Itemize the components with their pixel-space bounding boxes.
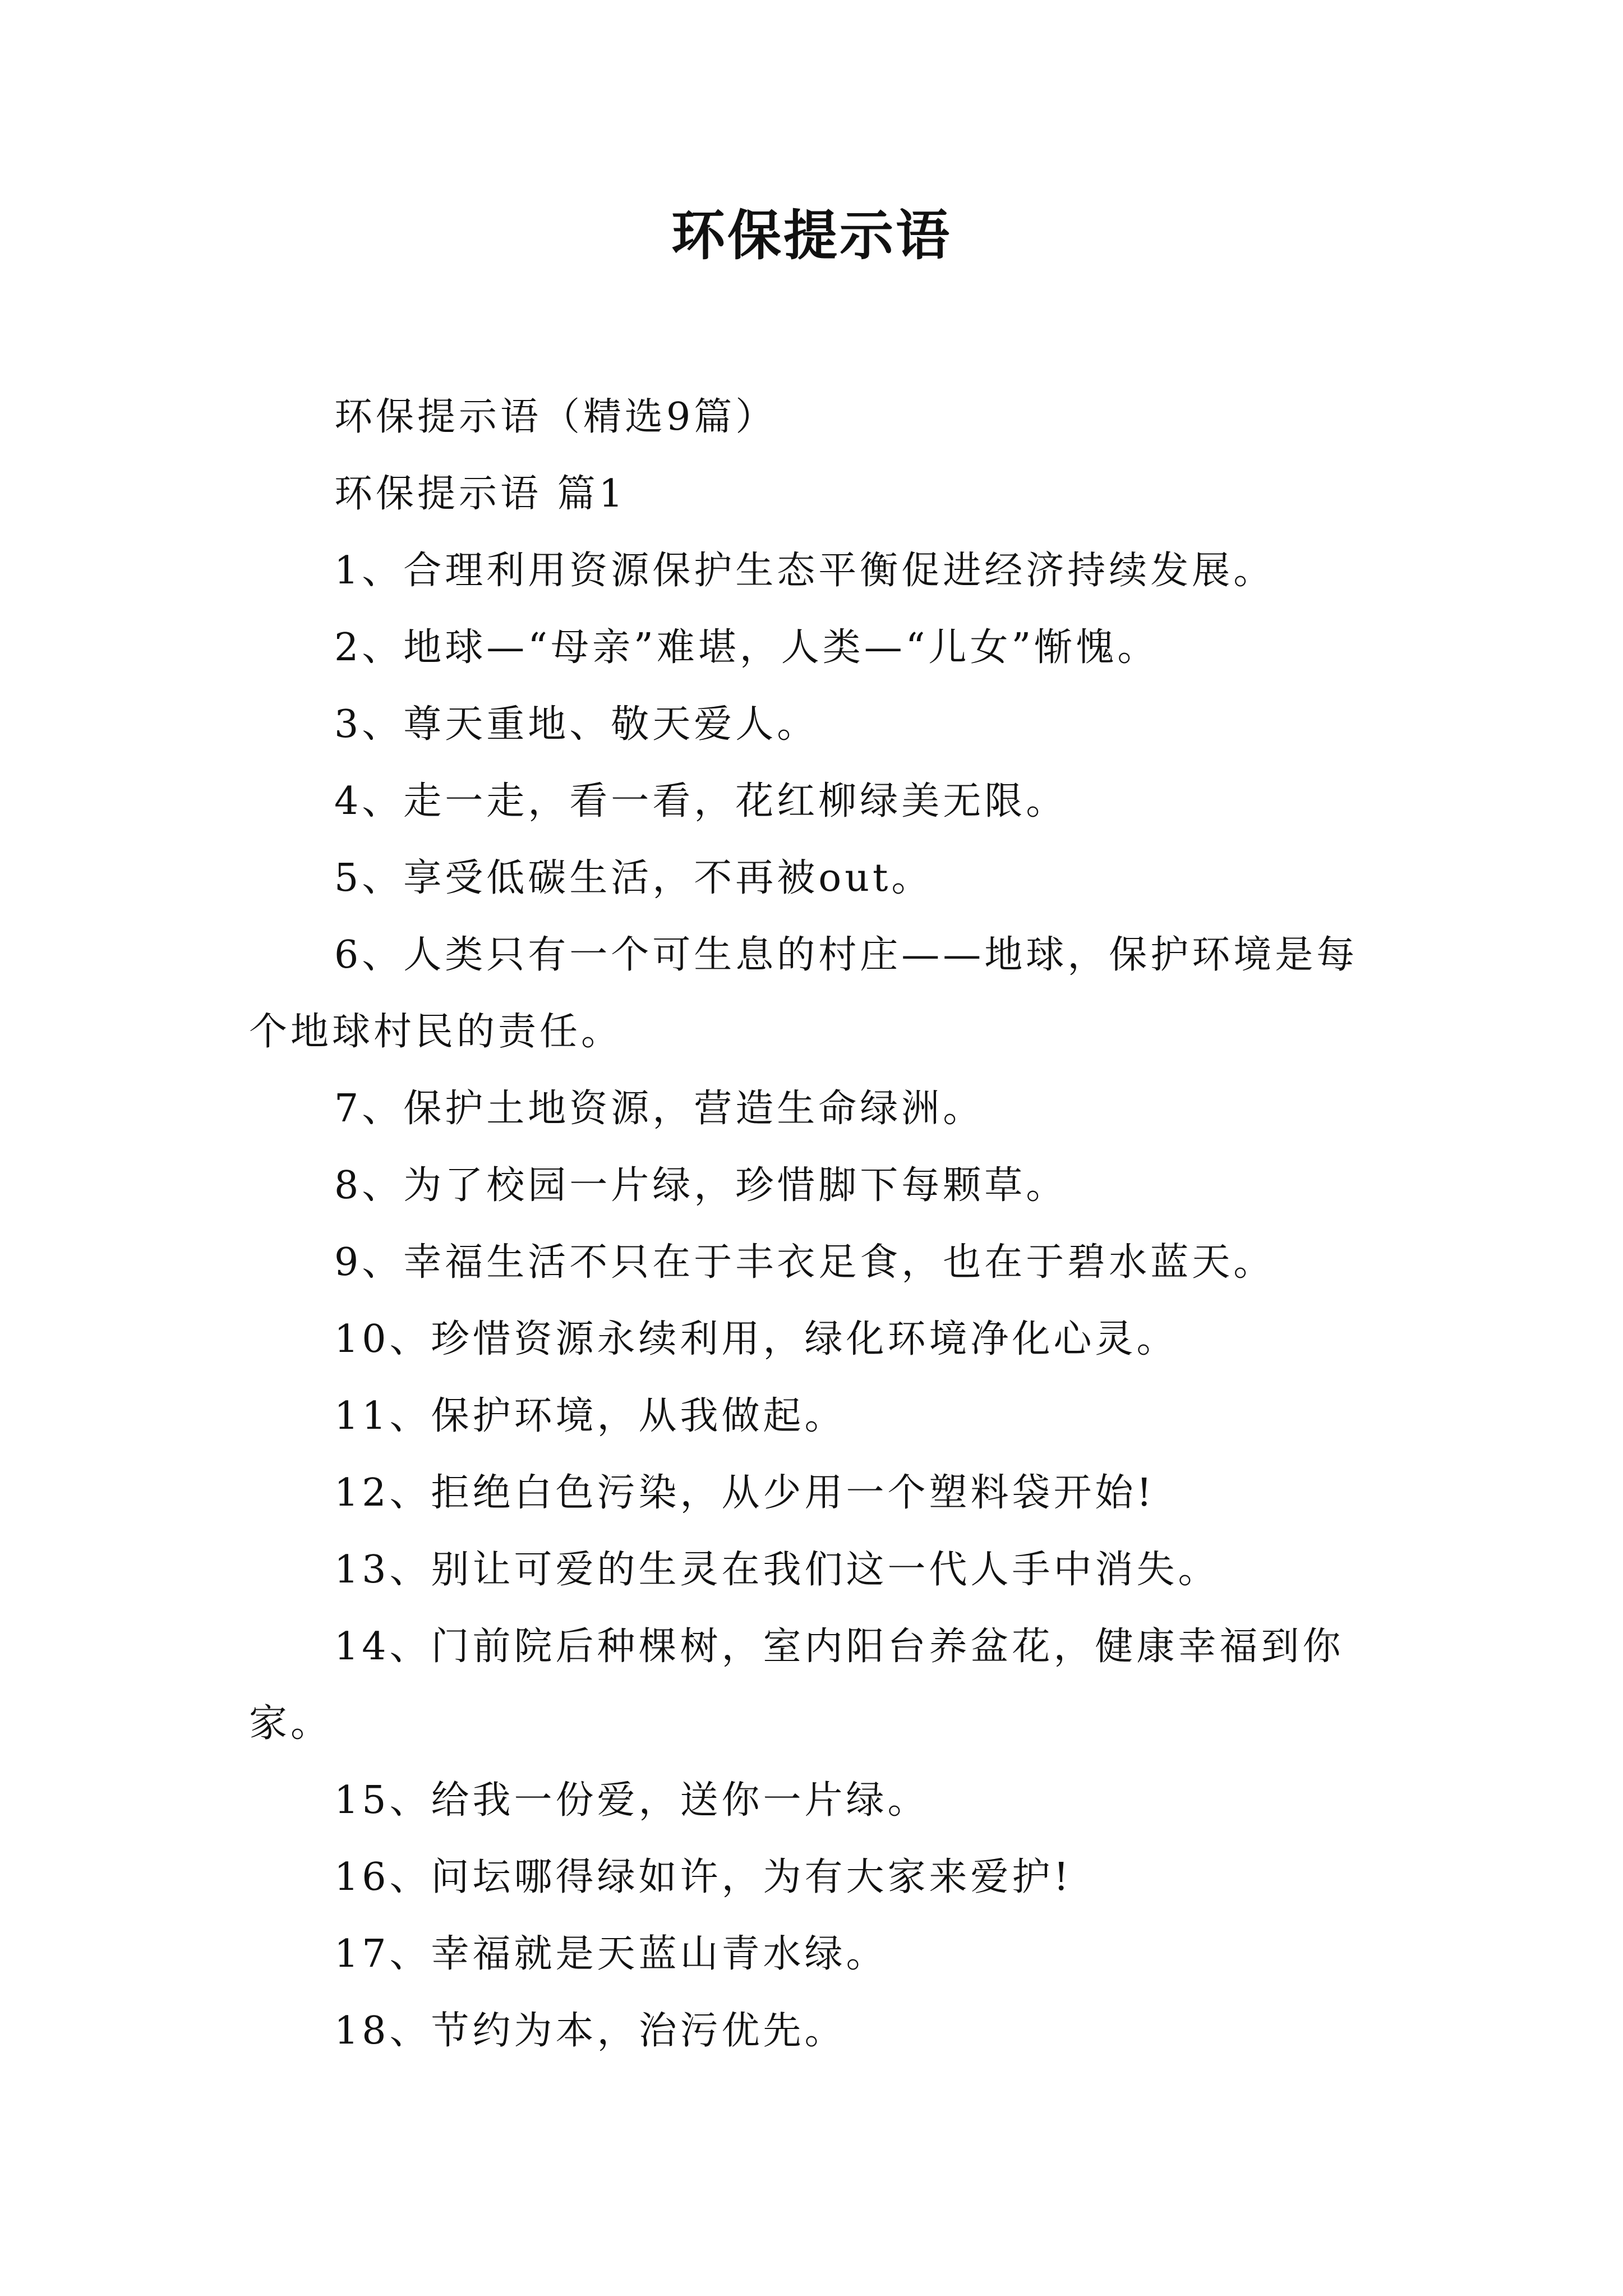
list-item: 4、走一走，看一看，花红柳绿美无限。 <box>334 779 1068 823</box>
document-body <box>249 379 1391 2069</box>
list-item: 16、问坛哪得绿如许，为有大家来爱护! <box>334 1855 1072 1899</box>
list-item: 7、保护土地资源，营造生命绿洲。 <box>334 1087 985 1131</box>
list-item: 15、给我一份爱，送你一片绿。 <box>334 1778 929 1823</box>
list-item: 1、合理利用资源保护生态平衡促进经济持续发展。 <box>334 549 1275 593</box>
list-item: 9、幸福生活不只在于丰衣足食，也在于碧水蓝天。 <box>334 1240 1275 1285</box>
list-item: 8、为了校园一片绿，珍惜脚下每颗草。 <box>334 1163 1068 1208</box>
list-item: 14、门前院后种棵树，室内阳台养盆花，健康幸福到你家。 <box>249 1625 1344 1746</box>
list-item: 17、幸福就是天蓝山青水绿。 <box>334 1932 888 1976</box>
list-item: 12、拒绝白色污染，从少用一个塑料袋开始! <box>334 1471 1155 1515</box>
list-item: 5、享受低碳生活，不再被out。 <box>334 856 933 900</box>
list-item: 18、节约为本，治污优先。 <box>334 2009 846 2053</box>
list-item: 13、别让可爱的生灵在我们这一代人手中消失。 <box>334 1548 1220 1592</box>
list-item: 10、珍惜资源永续利用，绿化环境净化心灵。 <box>334 1317 1178 1361</box>
list-item: 2、地球—“母亲”难堪，人类—“儿女”惭愧。 <box>334 625 1159 670</box>
list-item: 6、人类只有一个可生息的村庄——地球，保护环境是每个地球村民的责任。 <box>249 933 1358 1054</box>
list-item: 3、尊天重地、敬天爱人。 <box>334 702 819 747</box>
list-item: 11、保护环境，从我做起。 <box>334 1394 846 1438</box>
section-heading: 环保提示语 篇1 <box>334 472 626 516</box>
document-subtitle: 环保提示语（精选9篇） <box>334 395 777 439</box>
document-title: 环保提示语 <box>671 204 952 267</box>
